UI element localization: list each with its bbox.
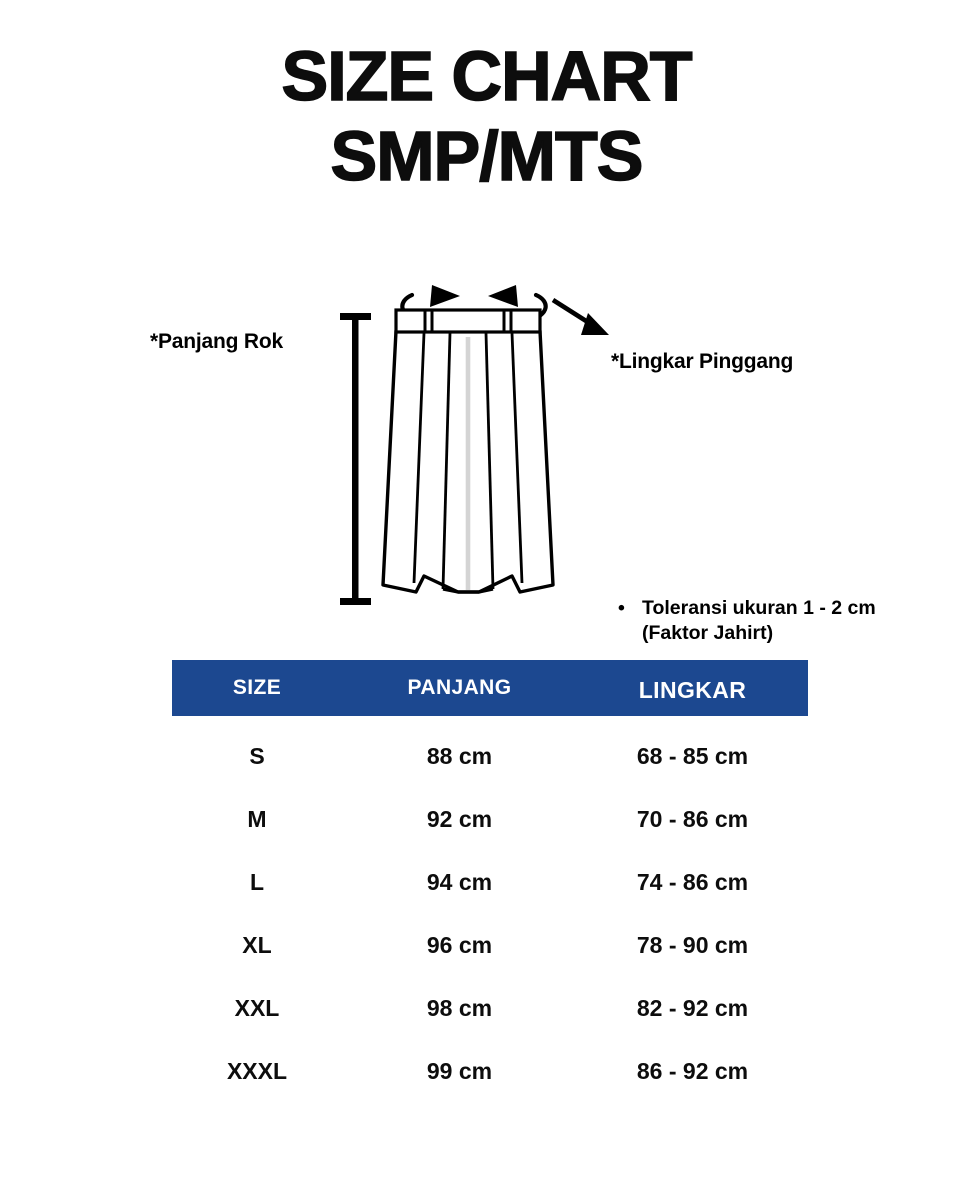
cell-size: XXL xyxy=(234,995,280,1021)
page-title-line-2: SMP/MTS xyxy=(330,117,643,195)
table-row xyxy=(172,914,808,977)
waist-label-pointer-arrow-icon xyxy=(553,300,609,335)
table-body xyxy=(172,716,808,1103)
cell-size: S xyxy=(249,743,265,769)
page-title-line-1: SIZE CHART xyxy=(281,37,692,115)
cell-panjang: 96 cm xyxy=(426,932,493,958)
column-header-size: SIZE xyxy=(232,676,282,699)
column-header-lingkar: LINGKAR xyxy=(638,677,747,703)
cell-panjang: 94 cm xyxy=(426,869,493,895)
skirt-illustration xyxy=(383,310,553,592)
column-header-panjang: PANJANG xyxy=(407,676,512,699)
tolerance-note-line-2 xyxy=(618,621,958,646)
table-row xyxy=(172,1040,808,1103)
skirt-diagram-svg xyxy=(0,265,973,635)
cell-panjang: 99 cm xyxy=(426,1058,493,1084)
cell-panjang: 92 cm xyxy=(426,806,493,832)
cell-lingkar: 74 - 86 cm xyxy=(636,869,749,895)
skirt-length-label: *Panjang Rok xyxy=(150,330,283,353)
cell-size: XL xyxy=(242,932,272,958)
skirt-length-measure-bar xyxy=(340,313,371,605)
cell-size: M xyxy=(247,806,267,832)
page-title xyxy=(0,36,973,196)
waist-circumference-label: *Lingkar Pinggang xyxy=(611,350,794,373)
cell-size: L xyxy=(249,869,265,895)
cell-lingkar: 68 - 85 cm xyxy=(636,743,749,769)
tolerance-note-text-2: (Faktor Jahirt) xyxy=(642,622,774,644)
table-row xyxy=(172,977,808,1040)
cell-size: XXXL xyxy=(226,1058,288,1084)
table-row xyxy=(172,851,808,914)
table-row xyxy=(172,725,808,788)
cell-lingkar: 82 - 92 cm xyxy=(636,995,749,1021)
table-header-row xyxy=(172,660,808,716)
bullet-icon: • xyxy=(618,597,625,619)
skirt-measurement-diagram xyxy=(0,265,973,635)
cell-lingkar: 70 - 86 cm xyxy=(636,806,749,832)
cell-panjang: 98 cm xyxy=(426,995,493,1021)
table-row xyxy=(172,788,808,851)
cell-panjang: 88 cm xyxy=(426,743,493,769)
size-chart-table xyxy=(172,660,808,1103)
tolerance-note xyxy=(618,596,958,646)
cell-lingkar: 78 - 90 cm xyxy=(636,932,749,958)
tolerance-note-line-1 xyxy=(618,596,958,621)
tolerance-note-text-1: Toleransi ukuran 1 - 2 cm xyxy=(642,597,876,619)
cell-lingkar: 86 - 92 cm xyxy=(636,1058,749,1084)
